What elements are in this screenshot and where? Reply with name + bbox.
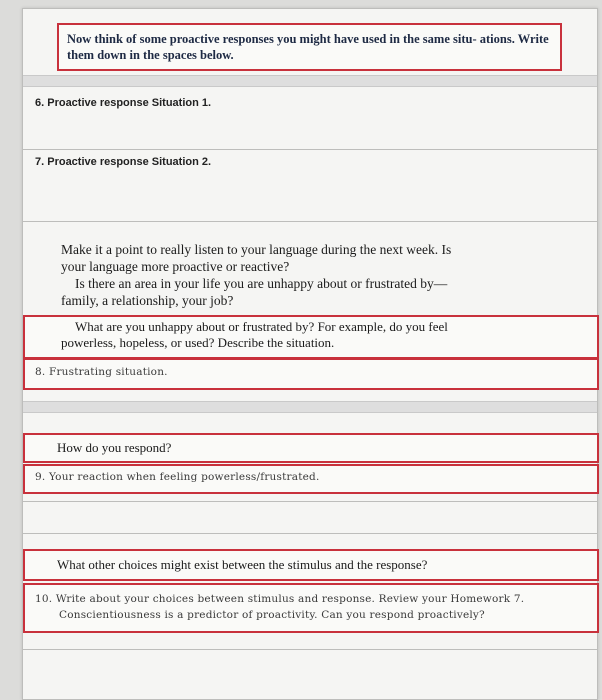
question-8-box [23, 358, 599, 390]
intro-instructions: Now think of some proactive responses you might have used in the same situ- ations. Write them down in the spaces below. [57, 23, 562, 71]
question-9-label: 9. Your reaction when feeling powerless/frustrated. [35, 471, 320, 483]
divider-line [23, 221, 597, 222]
frustrated-prompt-box [23, 315, 599, 359]
frustrated-prompt-line-1: What are you unhappy about or frustrated by? For example, do you feel [75, 319, 448, 334]
language-line-2: your language more proactive or reactive? [61, 259, 290, 274]
question-10-line-2: Conscientiousness is a predictor of proactivity. Can you respond proactively? [59, 609, 485, 621]
divider-line [23, 149, 597, 150]
language-line-4: family, a relationship, your job? [61, 293, 234, 308]
frustrated-prompt-line-2: powerless, hopeless, or used? Describe the situation. [61, 335, 335, 350]
respond-prompt: How do you respond? [57, 440, 172, 455]
divider-line [23, 501, 597, 502]
worksheet-page [22, 8, 598, 700]
language-paragraph [61, 241, 531, 309]
language-line-3: Is there an area in your life you are unhappy about or frustrated by— [75, 276, 448, 291]
choices-prompt: What other choices might exist between the stimulus and the response? [57, 557, 428, 572]
question-8-label: 8. Frustrating situation. [35, 366, 168, 378]
divider-bar [23, 75, 597, 87]
question-7-label: 7. Proactive response Situation 2. [35, 156, 212, 168]
question-9-box [23, 464, 599, 494]
choices-prompt-box [23, 549, 599, 581]
divider-bar [23, 401, 597, 413]
question-10-box [23, 583, 599, 633]
divider-line [23, 649, 597, 650]
question-10-line-1: 10. Write about your choices between stimulus and response. Review your Homework 7. [35, 593, 525, 605]
language-line-1: Make it a point to really listen to your language during the next week. Is [61, 242, 452, 257]
divider-line [23, 533, 597, 534]
question-6-label: 6. Proactive response Situation 1. [35, 97, 212, 109]
respond-prompt-box [23, 433, 599, 463]
